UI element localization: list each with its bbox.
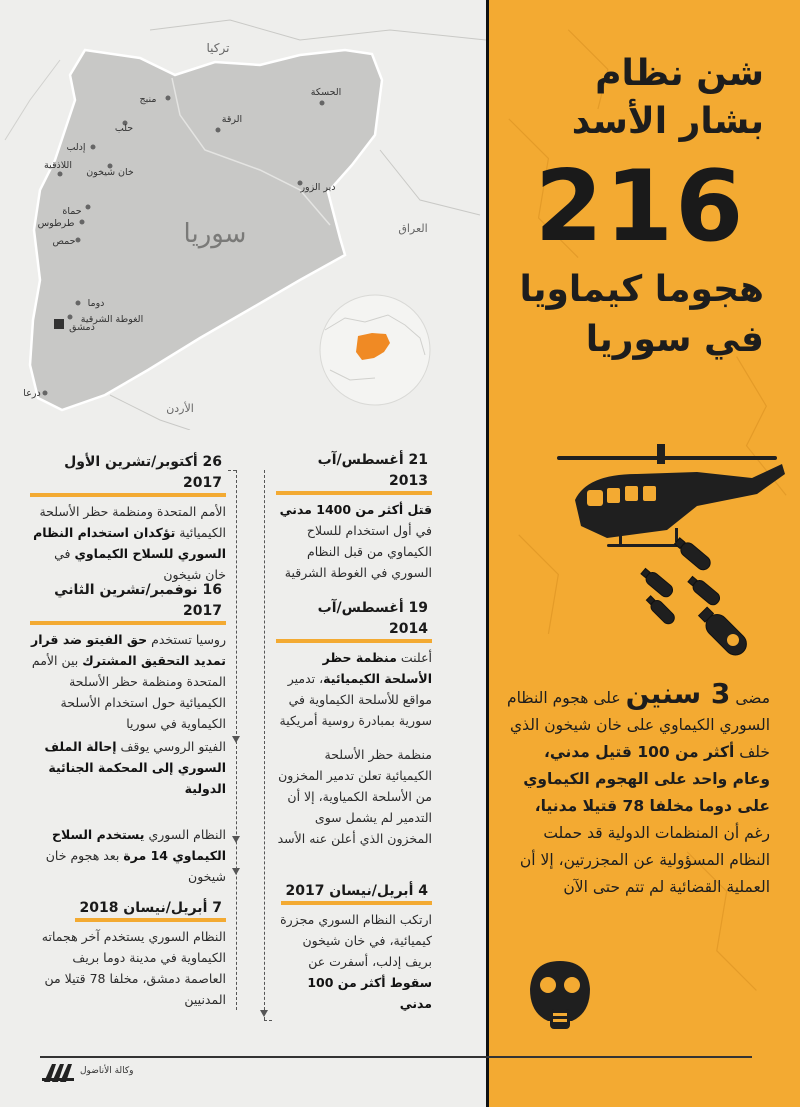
city-deir-ezzor: دير الزور [300, 182, 336, 193]
headline-line-2: بشار الأسد [571, 101, 764, 142]
entry-text: منظمة حظر الأسلحة الكيميائية تعلن تدمير المخزون من الأسلحة الكمياوية، إلا أن التدمير لم يشمل سوى المخزون الذي أعلن عنه الأسد [277, 747, 432, 846]
headline-bottom [514, 265, 764, 365]
city-douma: دوما [87, 298, 105, 309]
timeline-entry [276, 738, 432, 849]
city-hasakah: الحسكة [310, 87, 342, 98]
entry-date: 19 أغسطس/آب 2014 [276, 598, 432, 641]
entry-date: 4 أبريل/نيسان 2017 [281, 881, 432, 903]
timeline-entry [30, 897, 226, 1010]
timeline-hook-left [228, 470, 236, 471]
timeline-arrow [260, 1010, 268, 1017]
entry-date: 26 أكتوبر/تشرين الأول 2017 [30, 452, 226, 495]
timeline-arrow [232, 736, 240, 743]
timeline-entry [276, 880, 432, 1014]
timeline-arrow [232, 868, 240, 875]
entry-text: النظام السوري يستخدم السلاح الكيماوي 14 مرة بعد هجوم خان شيخون [45, 827, 226, 884]
globe-inset [320, 295, 430, 405]
city-tartus: طرطوس [37, 218, 75, 229]
headline-line-1: شن نظام [595, 53, 764, 94]
footer-divider [40, 1056, 752, 1058]
timeline-entry [276, 598, 432, 731]
entry-text: روسيا تستخدم حق الفيتو ضد قرار تمديد التحقيق المشترك بين الأمم المتحدة ومنظمة حظر الأسلحة الكيميائية حول استخدام الأسلحة الكيماوية في سوريا [31, 632, 226, 731]
entry-date: 21 أغسطس/آب 2013 [276, 450, 432, 493]
timeline-entry [30, 580, 226, 734]
entry-date: 16 نوفمبر/تشرين الثاني 2017 [30, 580, 226, 623]
damascus-marker [54, 319, 64, 329]
headline-line-3: هجوما كيماويا [519, 269, 764, 310]
timeline-entry [276, 450, 432, 583]
entry-text: الفيتو الروسي يوقف إحالة الملف السوري إلى المحكمة الجنائية الدولية [44, 739, 226, 796]
entry-text: النظام السوري يستخدم آخر هجماته الكيماوية في مدينة دوما بريف العاصمة دمشق، مخلفا 78 قتيلا من المدنيين [41, 929, 226, 1007]
city-manbij: منبج [139, 94, 157, 105]
label-turkey: تركيا [206, 41, 230, 55]
entry-text: قتل أكثر من 1400 مدني في أول استخدام للسلاح الكيماوي من قبل النظام السوري في الغوطة الشرقية [279, 502, 432, 580]
city-idlib: إدلب [66, 142, 86, 153]
headline-line-4: في سوريا [585, 319, 764, 360]
city-latakia: اللاذقية [44, 160, 72, 171]
city-khan-shaykhun: خان شيخون [86, 167, 134, 178]
city-hama: حماة [62, 206, 82, 217]
anadolu-logo [40, 1058, 76, 1084]
city-homs: حمص [52, 236, 76, 247]
agency-name: وكالة الأناضول [80, 1066, 134, 1076]
syria-map [0, 0, 486, 430]
attack-count: 216 [534, 150, 746, 264]
timeline-arrow [232, 836, 240, 843]
gas-mask-icon [520, 955, 600, 1035]
timeline-entry [30, 730, 226, 799]
city-daraa: درعا [23, 388, 41, 399]
timeline-line-right [264, 470, 265, 1020]
city-damascus: دمشق [69, 322, 95, 333]
summary-text: مضى 3 سنين على هجوم النظام السوري الكيماوي على خان شيخون الذي خلف أكثر من 100 قتيل مدني، وعام واحد على الهجوم الكيماوي على دوما مخلفا 78 قتيلا مدنيا، رغم أن المنظمات الدولية قد حملت النظام المسؤولية عن المجزرتين، إلا أن العملية القضائية لم تتم حتى الآن [506, 677, 770, 896]
label-iraq: العراق [398, 222, 428, 235]
headline-top [514, 50, 764, 146]
entry-text: أعلنت منظمة حظر الأسلحة الكيميائية، تدمير مواقع للأسلحة الكيماوية في سورية بمبادرة روسية أمريكية [279, 650, 432, 728]
city-aleppo: حلب [114, 123, 134, 134]
label-jordan: الأردن [166, 402, 194, 415]
label-syria: سوريا [183, 219, 247, 249]
entry-text: الأمم المتحدة ومنظمة حظر الأسلحة الكيميائية تؤكدان استخدام النظام السوري للسلاح الكيماوي في خان شيخون [33, 504, 226, 582]
years-count: 3 سنين [625, 677, 731, 710]
city-ghouta: الغوطة الشرقية [80, 314, 144, 325]
timeline-entry [30, 452, 226, 585]
entry-text: ارتكب النظام السوري مجزرة كيميائية، في خان شيخون بريف إدلب، أسفرت عن سقوط أكثر من 100 مدني [280, 912, 432, 1011]
entry-date: 7 أبريل/نيسان 2018 [75, 898, 226, 920]
timeline-entry [30, 818, 226, 887]
timeline-hook-right [264, 1020, 272, 1021]
helicopter-icon [547, 430, 787, 660]
city-raqqa: الرقة [221, 114, 243, 125]
